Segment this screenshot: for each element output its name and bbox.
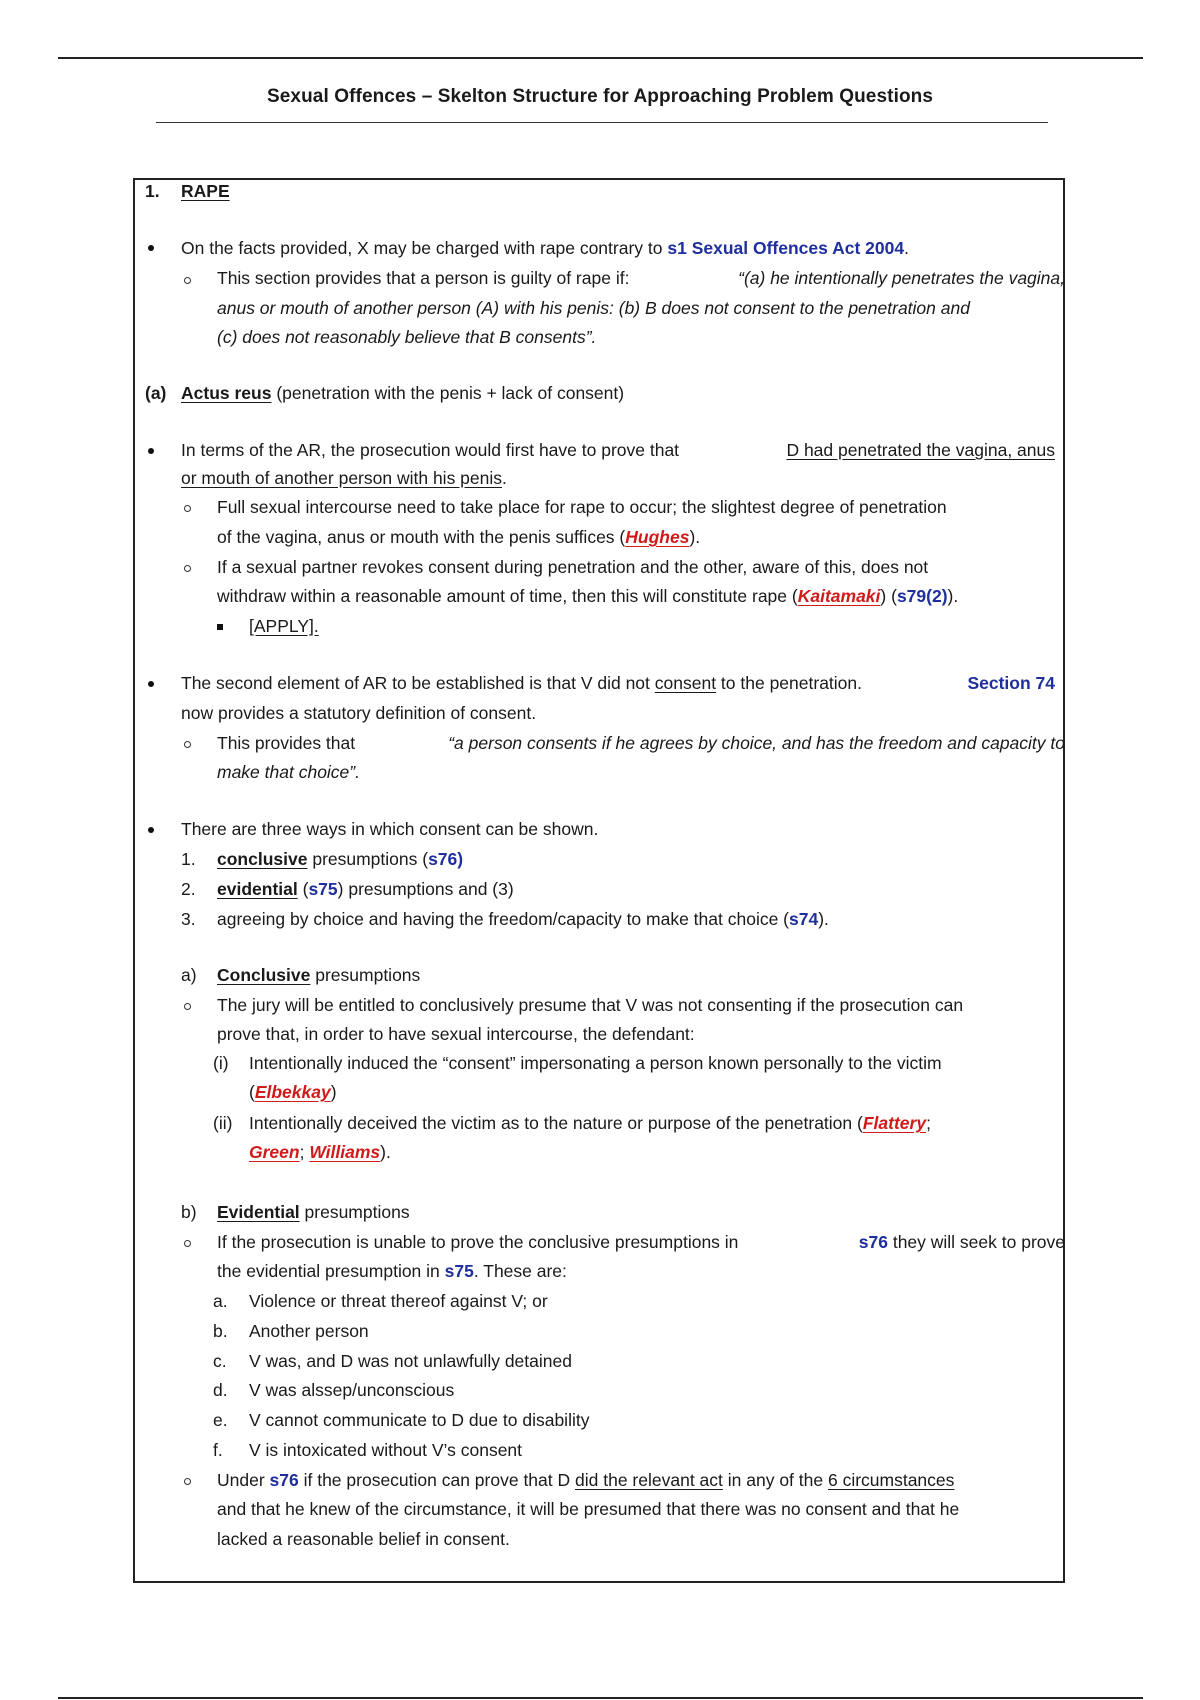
ways-number: 1.	[181, 849, 196, 869]
evidential-item: V was alssep/unconscious	[249, 1380, 455, 1400]
evidential-heading: Evidential presumptions	[217, 1202, 410, 1222]
ar2-line-2: now provides a statutory definition of consent.	[181, 703, 537, 723]
actus-label: (a)	[145, 383, 167, 403]
evidential-item-letter: a.	[213, 1291, 228, 1311]
sub-bullet	[184, 277, 191, 284]
evidential-item-letter: c.	[213, 1351, 227, 1371]
bottom-rule	[58, 1697, 1143, 1699]
square-bullet	[217, 624, 223, 630]
actus-heading: Actus reus (penetration with the penis + lack of consent)	[181, 383, 625, 403]
conclusive-item-i-line-1: Intentionally induced the “consent” impersonating a person known personally to the victim	[249, 1053, 942, 1073]
sub-bullet	[184, 505, 191, 512]
evidential-item: V was, and D was not unlawfully detained	[249, 1351, 572, 1371]
sub-bullet	[184, 741, 191, 748]
evidential-item-letter: e.	[213, 1410, 228, 1430]
intro-sub-line-2: anus or mouth of another person (A) with his penis: (b) B does not consent to the penetration and	[217, 298, 970, 318]
evidential-under-line-1: Under s76 if the prosecution can prove that D did the relevant act in any of the 6 circumstances	[217, 1470, 955, 1490]
ar1-sub1-line-1: Full sexual intercourse need to take place for rape to occur; the slightest degree of penetration	[217, 497, 947, 517]
page-title: Sexual Offences – Skelton Structure for Approaching Problem Questions	[266, 86, 934, 107]
conclusive-line-2: prove that, in order to have sexual intercourse, the defendant:	[217, 1024, 695, 1044]
ar1-sub2-line-2: withdraw within a reasonable amount of time, then this will constitute rape (Kaitamaki) (s79(2)).	[217, 586, 959, 606]
intro-sub-line-3: (c) does not reasonably believe that B consents”.	[217, 327, 597, 347]
ways-item: evidential (s75) presumptions and (3)	[217, 879, 514, 899]
conclusive-label: a)	[181, 965, 197, 985]
ar2-sub-line-1: This provides that “a person consents if he agrees by choice, and has the freedom and capacity to	[217, 733, 1065, 753]
conclusive-heading: Conclusive presumptions	[217, 965, 421, 985]
intro-sub-line-1: This section provides that a person is guilty of rape if: “(a) he intentionally penetrates the vagina,	[217, 268, 1065, 288]
conclusive-item-ii-line-1: Intentionally deceived the victim as to the nature or purpose of the penetration (Flattery;	[249, 1113, 931, 1133]
sub-bullet	[184, 1240, 191, 1247]
top-rule	[58, 57, 1143, 59]
bullet	[148, 245, 154, 251]
ar1-line-1: In terms of the AR, the prosecution would first have to prove that D had penetrated the vagina, anus	[181, 440, 1055, 460]
sub-bullet	[184, 565, 191, 572]
evidential-item: Violence or threat thereof against V; or	[249, 1291, 548, 1311]
sub-bullet	[184, 1478, 191, 1485]
apply-note: [APPLY].	[249, 616, 319, 636]
conclusive-item-i-line-2: (Elbekkay)	[249, 1082, 337, 1102]
ways-item: agreeing by choice and having the freedom/capacity to make that choice (s74).	[217, 909, 829, 929]
ar2-sub-line-2: make that choice”.	[217, 762, 360, 782]
ways-number: 2.	[181, 879, 196, 899]
evidential-item-letter: f.	[213, 1440, 223, 1460]
conclusive-item-number: (i)	[213, 1053, 229, 1073]
title-underline	[156, 122, 1048, 123]
conclusive-item-ii-line-2: Green; Williams).	[249, 1142, 391, 1162]
evidential-item-letter: d.	[213, 1380, 228, 1400]
evidential-item: Another person	[249, 1321, 369, 1341]
ways-intro: There are three ways in which consent can be shown.	[181, 819, 599, 839]
ar1-line-2: or mouth of another person with his penis.	[181, 468, 507, 488]
evidential-item-letter: b.	[213, 1321, 228, 1341]
heading-number: 1.	[145, 181, 160, 201]
heading-title: RAPE	[181, 181, 230, 201]
conclusive-item-number: (ii)	[213, 1113, 233, 1133]
ways-number: 3.	[181, 909, 196, 929]
evidential-label: b)	[181, 1202, 197, 1222]
evidential-item: V cannot communicate to D due to disability	[249, 1410, 590, 1430]
bullet	[148, 681, 154, 687]
evidential-under-line-2: and that he knew of the circumstance, it will be presumed that there was no consent and that he	[217, 1499, 960, 1519]
evidential-line-2: the evidential presumption in s75. These are:	[217, 1261, 567, 1281]
ar2-line-1: The second element of AR to be established is that V did not consent to the penetration. Section 74	[181, 673, 1055, 693]
conclusive-line-1: The jury will be entitled to conclusively presume that V was not consenting if the prosecution can	[217, 995, 964, 1015]
evidential-line-1: If the prosecution is unable to prove the conclusive presumptions in s76 they will seek to prove	[217, 1232, 1065, 1252]
evidential-item: V is intoxicated without V’s consent	[249, 1440, 523, 1460]
evidential-under-line-3: lacked a reasonable belief in consent.	[217, 1529, 510, 1549]
intro-bullet: On the facts provided, X may be charged with rape contrary to s1 Sexual Offences Act 2004.	[181, 238, 909, 258]
bullet	[148, 827, 154, 833]
ar1-sub1-line-2: of the vagina, anus or mouth with the penis suffices (Hughes).	[217, 527, 701, 547]
ways-item: conclusive presumptions (s76)	[217, 849, 464, 869]
bullet	[148, 448, 154, 454]
ar1-sub2-line-1: If a sexual partner revokes consent during penetration and the other, aware of this, does not	[217, 557, 929, 577]
sub-bullet	[184, 1003, 191, 1010]
